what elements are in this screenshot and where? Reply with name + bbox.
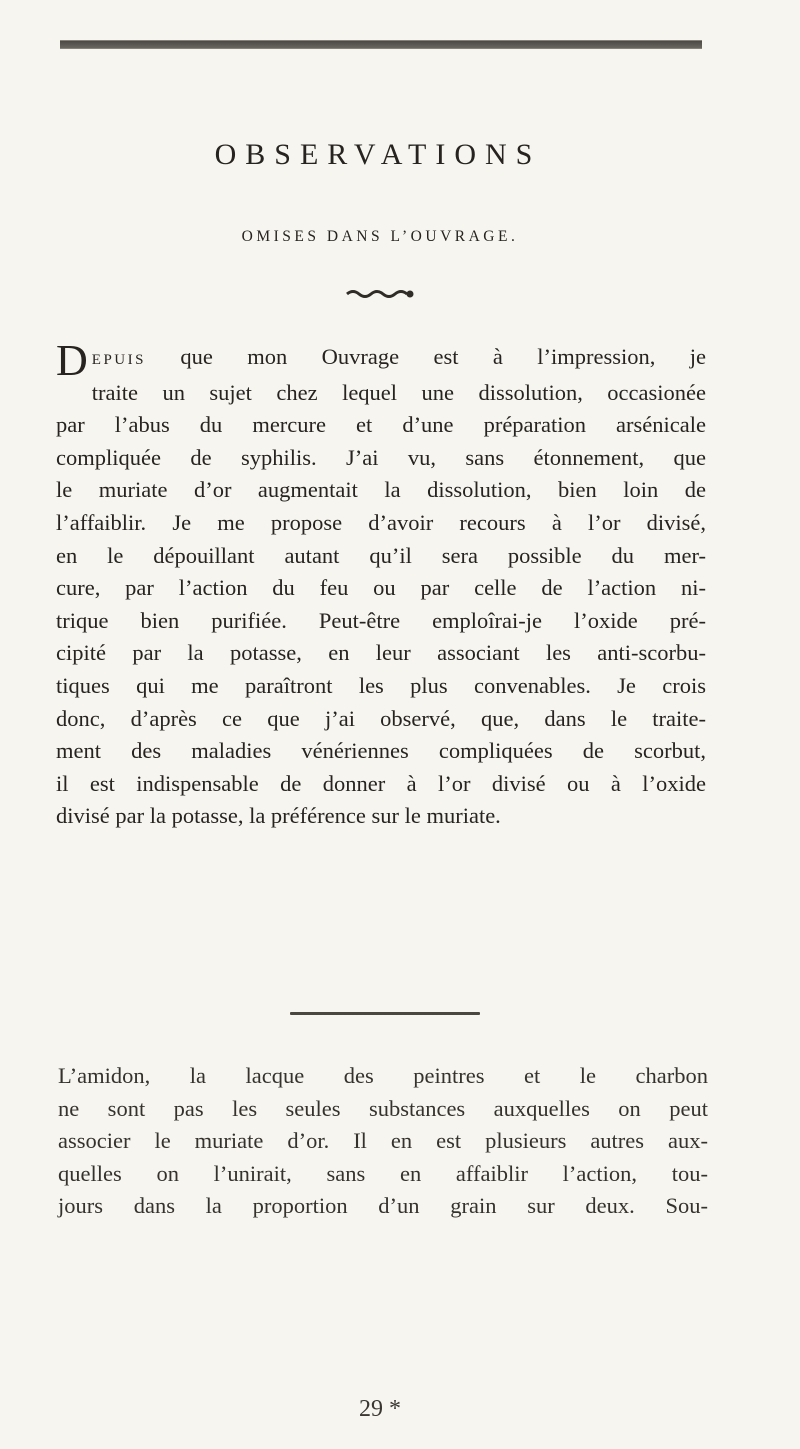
page-subtitle: OMISES DANS L’OUVRAGE. [241, 228, 519, 245]
paragraph-line: L’amidon, la lacque des peintres et le charbon [58, 1063, 708, 1088]
paragraph-line: ne sont pas les seules substances auxquelles on peut [58, 1095, 708, 1121]
section-separator [290, 1012, 480, 1015]
paragraph-line: par l’abus du mercure et d’une préparation arsénicale [56, 412, 706, 438]
top-rule [60, 40, 702, 49]
ornament-divider [345, 287, 415, 301]
paragraph-line: en le dépouillant autant qu’il sera possible du mer- [56, 542, 706, 568]
paragraph-line [56, 336, 706, 385]
dropcap-letter: D [56, 336, 88, 385]
paragraph-1 [56, 336, 706, 833]
paragraph-line: divisé par la potasse, la préférence sur le muriate. [56, 803, 501, 829]
paragraph-line: l’affaiblir. Je me propose d’avoir recours à l’or divisé, [56, 509, 706, 535]
paragraph-line: ment des maladies vénériennes compliquées de scorbut, [56, 738, 706, 764]
paragraph-2 [58, 1060, 708, 1223]
paragraph-line: compliquée de syphilis. J’ai vu, sans étonnement, que [56, 444, 706, 470]
paragraph-line: il est indispensable de donner à l’or divisé ou à l’oxide [56, 770, 706, 796]
first-word-smallcaps: EPUIS [91, 352, 146, 368]
paragraph-line: quelles on l’unirait, sans en affaiblir l’action, tou- [58, 1160, 708, 1186]
paragraph-line: jours dans la proportion d’un grain sur deux. Sou- [58, 1193, 708, 1219]
paragraph-line: traite un sujet chez lequel une dissolution, occasionée [91, 379, 706, 405]
paragraph-line: le muriate d’or augmentait la dissolution, bien loin de [56, 477, 706, 503]
paragraph-line: tiques qui me paraîtront les plus convenables. Je crois [56, 672, 706, 698]
paragraph-line: trique bien purifiée. Peut-être emploîrai-je l’oxide pré- [56, 607, 706, 633]
line-text: que mon Ouvrage est à l’impression, je [145, 344, 706, 369]
page-title: OBSERVATIONS [214, 138, 542, 171]
paragraph-line: cipité par la potasse, en leur associant les anti-scorbu- [56, 640, 706, 666]
paragraph-line: cure, par l’action du feu ou par celle de l’action ni- [56, 575, 706, 601]
signature-mark: 29 * [359, 1396, 401, 1422]
paragraph-line: donc, d’après ce que j’ai observé, que, dans le traite- [56, 705, 706, 731]
paragraph-line: associer le muriate d’or. Il en est plusieurs autres aux- [58, 1128, 708, 1154]
